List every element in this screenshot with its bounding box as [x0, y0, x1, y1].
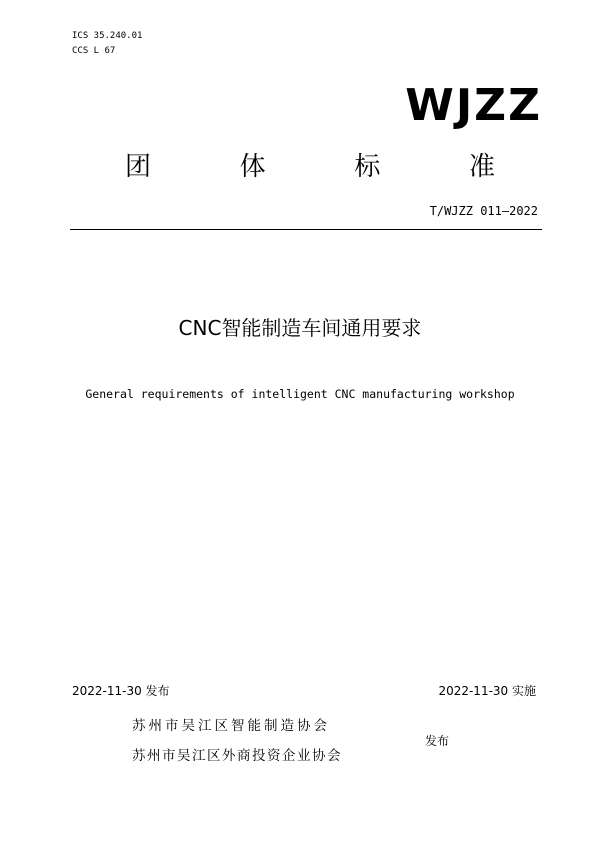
issued-label: 发布 — [425, 734, 450, 748]
issuing-organization: 苏州市吴江区智能制造协会 — [132, 718, 330, 734]
implement-date: 2022-11-30 实施 — [438, 684, 536, 698]
ccs-code: CCS L 67 — [72, 46, 116, 56]
header-divider — [70, 229, 542, 230]
standard-type-char: 团 — [125, 152, 152, 182]
association-logo: WJZZ — [405, 80, 542, 131]
ics-code: ICS 35.240.01 — [72, 31, 143, 41]
standard-type-heading — [125, 150, 495, 184]
standard-number: T/WJZZ 011—2022 — [429, 204, 538, 218]
standard-type-char: 体 — [239, 152, 266, 182]
standard-type-char: 准 — [468, 152, 495, 182]
document-title-chinese: CNC智能制造车间通用要求 — [178, 316, 422, 340]
standard-type-char: 标 — [354, 152, 381, 182]
document-title-english: General requirements of intelligent CNC manufacturing workshop — [85, 387, 515, 401]
issuing-organization: 苏州市吴江区外商投资企业协会 — [132, 748, 342, 764]
publish-date: 2022-11-30 发布 — [72, 684, 170, 698]
